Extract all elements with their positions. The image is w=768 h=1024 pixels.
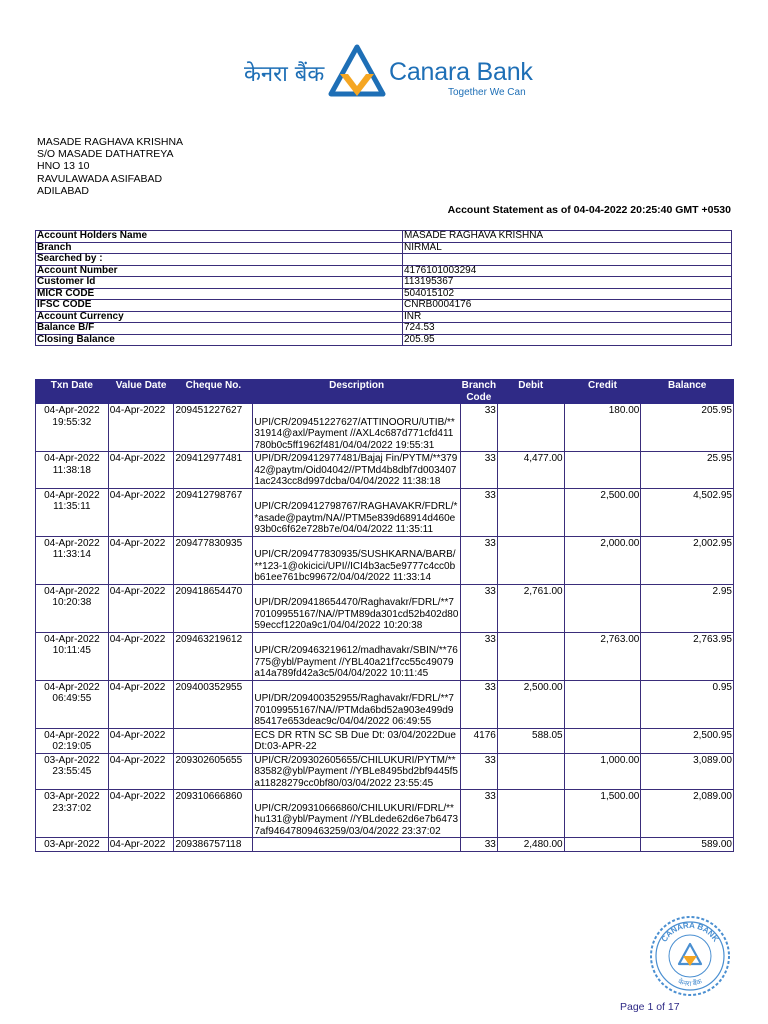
credit-amount: 1,500.00	[564, 790, 641, 838]
info-value	[403, 254, 732, 266]
txn-date-cell	[36, 584, 109, 632]
txn-date-cell	[36, 680, 109, 728]
table-row	[36, 404, 734, 452]
branch-code: 33	[460, 488, 497, 536]
txn-time: 10:20:38	[52, 597, 92, 608]
value-date: 04-Apr-2022	[108, 838, 174, 852]
info-label: Account Number	[36, 265, 403, 277]
header-cheque-no: Cheque No.	[174, 380, 253, 404]
txn-time: 02:19:05	[52, 741, 92, 752]
table-row	[36, 838, 734, 852]
txn-time: 11:33:14	[52, 549, 91, 560]
branch-code: 33	[460, 790, 497, 838]
description-spacer	[254, 634, 458, 646]
description-cell	[253, 488, 460, 536]
debit-amount	[497, 536, 564, 584]
credit-amount	[564, 728, 641, 753]
branch-code: 33	[460, 584, 497, 632]
info-value: 504015102	[403, 288, 732, 300]
info-row	[36, 288, 732, 300]
credit-amount	[564, 584, 641, 632]
description: UPI/CR/209463219612/madhavakr/SBIN/**76775@ybl/Payment //YBL40a21f7cc55c49079a14a789fd42a3c5/04/04/2022 10:11:45	[254, 645, 458, 679]
balance-amount: 589.00	[641, 838, 734, 852]
info-label: MICR CODE	[36, 288, 403, 300]
debit-amount	[497, 753, 564, 790]
branch-code: 33	[460, 404, 497, 452]
header-txn-date: Txn Date	[36, 380, 109, 404]
description-cell	[253, 632, 460, 680]
header-balance: Balance	[641, 380, 734, 404]
info-label: Balance B/F	[36, 323, 403, 335]
description-spacer	[254, 490, 458, 502]
table-row	[36, 680, 734, 728]
info-row	[36, 254, 732, 266]
balance-amount: 2,002.95	[641, 536, 734, 584]
txn-time: 23:55:45	[52, 766, 92, 777]
description: UPI/CR/209302605655/CHILUKURI/PYTM/**83582@ybl/Payment //YBLe8495bd2bf9445f5a11828279cc0bf80/03/04/2022 23:55:45	[254, 754, 458, 789]
transactions-table	[35, 379, 734, 852]
info-row	[36, 242, 732, 254]
branch-code: 4176	[460, 728, 497, 753]
cheque-no: 209400352955	[174, 680, 253, 728]
value-date: 04-Apr-2022	[108, 790, 174, 838]
balance-amount: 25.95	[641, 452, 734, 489]
txn-date-cell	[36, 838, 109, 852]
description-cell	[253, 728, 460, 753]
info-value: NIRMAL	[403, 242, 732, 254]
header-credit: Credit	[564, 380, 641, 404]
cheque-no: 209310666860	[174, 790, 253, 838]
account-info-table	[35, 230, 732, 346]
info-row	[36, 334, 732, 346]
credit-amount: 2,000.00	[564, 536, 641, 584]
address-line: HNO 13 10	[37, 160, 90, 173]
description-cell	[253, 404, 460, 452]
description-cell	[253, 584, 460, 632]
customer-address	[37, 136, 183, 197]
info-value: MASADE RAGHAVA KRISHNA	[403, 231, 732, 243]
table-row	[36, 452, 734, 489]
bank-seal	[648, 914, 732, 998]
txn-date: 04-Apr-2022	[44, 681, 100, 693]
value-date: 04-Apr-2022	[108, 584, 174, 632]
txn-date-cell	[36, 404, 109, 452]
bank-name: Canara Bank	[389, 58, 533, 86]
txn-date-cell	[36, 632, 109, 680]
description-spacer	[254, 405, 458, 417]
txn-date: 03-Apr-2022	[44, 791, 100, 802]
description: ECS DR RTN SC SB Due Dt: 03/04/2022Due Dt:03-APR-22	[254, 729, 456, 752]
info-row	[36, 300, 732, 312]
txn-date-cell	[36, 488, 109, 536]
txn-date: 03-Apr-2022	[44, 754, 100, 766]
txn-time: 11:35:11	[53, 501, 91, 512]
txn-date-cell	[36, 753, 109, 790]
txn-date-cell	[36, 452, 109, 489]
address-line: ADILABAD	[37, 184, 89, 197]
info-value: INR	[403, 311, 732, 323]
description: UPI/DR/209412977481/Bajaj Fin/PYTM/**37942@paytm/Oid04042//PTMd4b8dbf7d0034071ac243cc8d997dcba/04/04/2022 11:38:18	[254, 453, 458, 487]
balance-amount: 2,763.95	[641, 632, 734, 680]
seal-top-text: CANARA BANK	[659, 920, 721, 944]
seal-bottom-text: केनरा बैंक	[676, 977, 704, 989]
info-row	[36, 323, 732, 335]
branch-code: 33	[460, 536, 497, 584]
description: UPI/CR/209451227627/ATTINOORU/UTIB/**31914@axl/Payment //AXL4c687d771cfd411780b0c5ff1962f481/04/04/2022 19:55:31	[254, 416, 455, 451]
txn-date: 04-Apr-2022	[44, 405, 100, 416]
branch-code: 33	[460, 452, 497, 489]
balance-amount: 4,502.95	[641, 488, 734, 536]
table-row	[36, 790, 734, 838]
description-cell	[253, 536, 460, 584]
bank-tagline: Together We Can	[448, 87, 526, 98]
debit-amount: 588.05	[497, 728, 564, 753]
description: UPI/DR/209400352955/Raghavakr/FDRL/**770109955167/NA//PTMda6bd52a903e499d985417e653deac9c/04/04/2022 06:49:55	[254, 693, 454, 727]
info-label: Searched by :	[36, 254, 403, 266]
info-value: 205.95	[403, 334, 732, 346]
txn-date: 03-Apr-2022	[44, 839, 100, 850]
credit-amount: 1,000.00	[564, 753, 641, 790]
balance-amount: 2,500.95	[641, 728, 734, 753]
header-value-date: Value Date	[108, 380, 174, 404]
header-description: Description	[253, 380, 460, 404]
credit-amount	[564, 838, 641, 852]
cheque-no: 209477830935	[174, 536, 253, 584]
info-row	[36, 265, 732, 277]
txn-time: 11:38:18	[52, 464, 91, 476]
txn-date-cell	[36, 536, 109, 584]
table-row	[36, 728, 734, 753]
value-date: 04-Apr-2022	[108, 536, 174, 584]
description-cell	[253, 680, 460, 728]
address-line: RAVULAWADA ASIFABAD	[37, 172, 163, 185]
branch-code: 33	[460, 753, 497, 790]
bank-logo	[244, 44, 574, 100]
debit-amount	[497, 404, 564, 452]
debit-amount	[497, 632, 564, 680]
description-spacer	[254, 586, 458, 598]
debit-amount	[497, 488, 564, 536]
info-row	[36, 277, 732, 289]
debit-amount: 2,761.00	[497, 584, 564, 632]
txn-time: 23:37:02	[52, 802, 92, 814]
description-cell	[253, 452, 460, 489]
info-label: Account Holders Name	[36, 231, 403, 243]
description: UPI/CR/209412798767/RAGHAVAKR/FDRL/**asade@paytm/NA//PTM5e839d68914d460e93b0c6f62e728b7e/04/04/2022 11:35:11	[254, 501, 458, 535]
debit-amount	[497, 790, 564, 838]
statement-title: Account Statement as of 04-04-2022 20:25:40 GMT +0530	[447, 204, 731, 216]
value-date: 04-Apr-2022	[108, 488, 174, 536]
txn-date: 04-Apr-2022	[44, 489, 100, 501]
credit-amount	[564, 680, 641, 728]
description-spacer	[254, 682, 458, 694]
credit-amount: 2,763.00	[564, 632, 641, 680]
info-value: 4176101003294	[403, 265, 732, 277]
header-debit: Debit	[497, 380, 564, 404]
description: UPI/CR/209310666860/CHILUKURI/FDRL/**hu131@ybl/Payment //YBLdede62d6e7b64737af94647809463259/03/04/2022 23:37:02	[254, 802, 459, 837]
page-number: Page 1 of 17	[620, 1001, 680, 1013]
value-date: 04-Apr-2022	[108, 728, 174, 753]
txn-date: 04-Apr-2022	[44, 633, 100, 645]
debit-amount: 2,500.00	[497, 680, 564, 728]
cheque-no: 209302605655	[174, 753, 253, 790]
debit-amount: 2,480.00	[497, 838, 564, 852]
cheque-no: 209412977481	[174, 452, 253, 489]
address-line: S/O MASADE DATHATREYA	[37, 148, 174, 161]
description: UPI/DR/209418654470/Raghavakr/FDRL/**770109955167/NA//PTM89da301cd52b402d8059eccf1220a9c1/04/04/2022 10:20:38	[254, 597, 459, 631]
txn-date: 04-Apr-2022	[44, 585, 100, 597]
txn-time: 10:11:45	[52, 645, 91, 656]
info-label: Closing Balance	[36, 334, 403, 346]
balance-amount: 3,089.00	[641, 753, 734, 790]
info-value: 113195367	[403, 277, 732, 289]
value-date: 04-Apr-2022	[108, 404, 174, 452]
cheque-no: 209463219612	[174, 632, 253, 680]
branch-code: 33	[460, 680, 497, 728]
cheque-no	[174, 728, 253, 753]
info-row	[36, 231, 732, 243]
txn-time: 06:49:55	[52, 693, 92, 704]
address-line: MASADE RAGHAVA KRISHNA	[37, 136, 184, 148]
svg-text:केनरा बैंक	[677, 977, 704, 989]
info-label: Branch	[36, 242, 403, 254]
debit-amount: 4,477.00	[497, 452, 564, 489]
balance-amount: 0.95	[641, 680, 734, 728]
txn-time: 19:55:32	[52, 416, 92, 428]
credit-amount: 2,500.00	[564, 488, 641, 536]
info-value: 724.53	[403, 323, 732, 335]
balance-amount: 2.95	[641, 584, 734, 632]
balance-amount: 205.95	[641, 404, 734, 452]
info-row	[36, 311, 732, 323]
value-date: 04-Apr-2022	[108, 680, 174, 728]
description-cell	[253, 790, 460, 838]
txn-date: 04-Apr-2022	[44, 537, 100, 549]
value-date: 04-Apr-2022	[108, 632, 174, 680]
table-row	[36, 753, 734, 790]
info-value: CNRB0004176	[403, 300, 732, 312]
txn-date: 04-Apr-2022	[44, 729, 100, 741]
credit-amount: 180.00	[564, 404, 641, 452]
txn-date-cell	[36, 790, 109, 838]
description-cell	[253, 753, 460, 790]
info-label: Customer Id	[36, 277, 403, 289]
table-row	[36, 632, 734, 680]
description-spacer	[254, 538, 458, 550]
table-row	[36, 488, 734, 536]
txn-date-cell	[36, 728, 109, 753]
value-date: 04-Apr-2022	[108, 452, 174, 489]
table-row	[36, 536, 734, 584]
header-branch-code: Branch Code	[461, 380, 497, 403]
cheque-no: 209386757118	[174, 838, 253, 852]
value-date: 04-Apr-2022	[108, 753, 174, 790]
cheque-no: 209418654470	[174, 584, 253, 632]
branch-code: 33	[460, 838, 497, 852]
balance-amount: 2,089.00	[641, 790, 734, 838]
description-spacer	[254, 791, 458, 803]
description-cell	[253, 838, 460, 852]
cheque-no: 209451227627	[174, 404, 253, 452]
description: UPI/CR/209477830935/SUSHKARNA/BARB/**123-1@okicici/UPI//ICI4b3ac5e9777c4cc0bb61ee761bc99672/04/04/2022 11:33:14	[254, 549, 456, 583]
branch-code: 33	[460, 632, 497, 680]
info-label: IFSC CODE	[36, 300, 403, 312]
credit-amount	[564, 452, 641, 489]
txn-date: 04-Apr-2022	[44, 453, 100, 464]
table-header-row	[36, 380, 734, 404]
bank-name-hindi: केनरा बैंक	[244, 62, 325, 87]
info-label: Account Currency	[36, 311, 403, 323]
table-row	[36, 584, 734, 632]
cheque-no: 209412798767	[174, 488, 253, 536]
canara-logo-icon	[328, 44, 386, 100]
